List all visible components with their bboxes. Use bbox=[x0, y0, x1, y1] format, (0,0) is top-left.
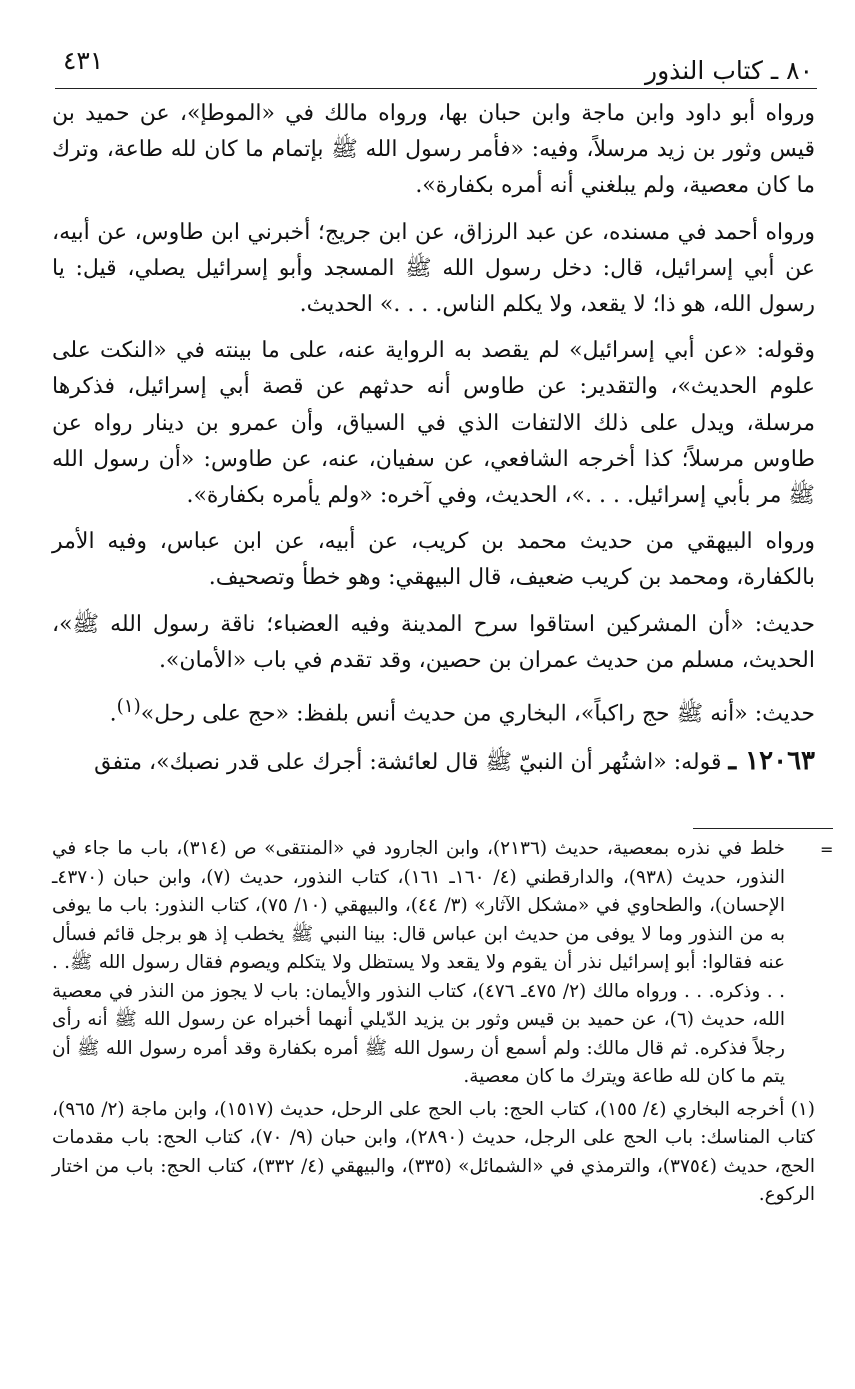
footnote-1: (١) أخرجه البخاري (٤/ ١٥٥)، كتاب الحج: باب الحج على الرحل، حديث (١٥١٧)، وابن ماجة (٢/ ٩٦٥)، كتاب المناسك: باب الحج على الرجل، حديث (٢٨٩٠)، وابن حبان (٩/ ٧٠)، كتاب الحج: باب مقدمات الحج، حديث (٣٧٥٤)، والترمذي في «الشمائل» (٣٣٥)، والبيهقي (٤/ ٣٣٢)، كتاب الحج: باب من اختار الركوع. bbox=[52, 1098, 815, 1205]
page-header bbox=[55, 40, 813, 88]
footnotes bbox=[52, 835, 815, 1210]
footnote-continued: خلط في نذره بمعصية، حديث (٢١٣٦)، وابن الجارود في «المنتقى» ص (٣١٤)، باب ما جاء في النذور، حديث (٩٣٨)، والدارقطني (٤/ ١٦٠ـ ١٦١)، كتاب النذور، حديث (٧)، وابن حبان (٤٣٧٠ـ الإحسان)، والطحاوي في «مشكل الآثار» (٣/ ٤٤)، والبيهقي (١٠/ ٧٥)، كتاب النذور: باب ما يوفى به من النذور وما لا يوفى من حديث ابن عباس قال: بينا النبي ﷺ يخطب إذ هو برجل قائم فسأل عنه فقالوا: أبو إسرائيل نذر أن يقوم ولا يقعد ولا يستظل ولا يتكلم ويصوم فقال رسول الله ﷺ. . . . وذكره. . . ورواه مالك (٢/ ٤٧٥ـ ٤٧٦)، كتاب النذور والأيمان: باب لا يجوز من النذر في معصية الله، حديث (٦)، عن حميد بن قيس وثور بن يزيد الدّيلي أنهما أخبراه عن رسول الله ﷺ أنه رأى رجلاً فذكره. ثم قال مالك: ولم أسمع أن رسول الله ﷺ أمره بكفارة وقد أمره رسول الله ﷺ أن يتم ما كان لله طاعة ويترك ما كان معصية. bbox=[52, 838, 785, 1087]
paragraph-3: وقوله: «عن أبي إسرائيل» لم يقصد به الرواية عنه، على ما بينته في «النكت على علوم الحديث»، والتقدير: عن طاوس أنه حدثهم عن قصة أبي إسرائيل، فذكرها مرسلة، ويدل على ذلك الالتفات الذي في السياق، وأن عمرو بن دينار رواه عن طاوس مرسلاً؛ كذا أخرجه الشافعي، عن سفيان، عنه، عن طاوس: «أن رسول الله ﷺ مر بأبي إسرائيل. . . .»، الحديث، وفي آخره: «ولم يأمره بكفارة». bbox=[52, 338, 815, 509]
footnote-continuation-marker: = bbox=[820, 840, 834, 859]
hadith-paragraph bbox=[52, 743, 815, 781]
paragraph-4: ورواه البيهقي من حديث محمد بن كريب، عن أبيه، عن ابن عباس، وفيه الأمر بالكفارة، ومحمد بن كريب ضعيف، قال البيهقي: وهو خطأ وتصحيف. bbox=[52, 529, 815, 591]
footnote-divider bbox=[693, 828, 833, 829]
paragraph-6-end: . bbox=[109, 701, 117, 727]
paragraph-1: ورواه أبو داود وابن ماجة وابن حبان بها، ورواه مالك في «الموطإ»، عن حميد بن قيس وثور بن زيد مرسلاً، وفيه: «فأمر رسول الله ﷺ بإتمام ما كان لله طاعة، وترك ما كان معصية، ولم يبلغني أنه أمره بكفارة». bbox=[52, 101, 815, 199]
page-number: ٤٣١ bbox=[63, 46, 104, 75]
hadith-text: قوله: «اشتُهر أن النبيّ ﷺ قال لعائشة: أجرك على قدر نصبك»، متفق bbox=[94, 749, 722, 775]
paragraph-2: ورواه أحمد في مسنده، عن عبد الرزاق، عن ابن جريج؛ أخبرني ابن طاوس، عن أبيه، عن أبي إسرائيل، قال: دخل رسول الله ﷺ المسجد وأبو إسرائيل يصلي، قيل: يا رسول الله، هو ذا؛ لا يقعد، ولا يكلم الناس. . . .» الحديث. bbox=[52, 219, 815, 318]
paragraph-6 bbox=[52, 689, 815, 733]
chapter-title: ٨٠ ـ كتاب النذور bbox=[645, 56, 813, 85]
hadith-number: ١٢٠٦٣ ـ bbox=[728, 745, 815, 776]
main-text bbox=[52, 96, 815, 781]
header-divider bbox=[55, 88, 817, 89]
footnote-ref-1: (١) bbox=[116, 696, 141, 718]
paragraph-5: حديث: «أن المشركين استاقوا سرح المدينة وفيه العضباء؛ ناقة رسول الله ﷺ»، الحديث، مسلم من حديث عمران بن حصين، وقد تقدم في باب «الأمان». bbox=[52, 611, 815, 673]
paragraph-6-text: حديث: «أنه ﷺ حج راكباً»، البخاري من حديث أنس بلفظ: «حج على رحل» bbox=[140, 701, 815, 727]
